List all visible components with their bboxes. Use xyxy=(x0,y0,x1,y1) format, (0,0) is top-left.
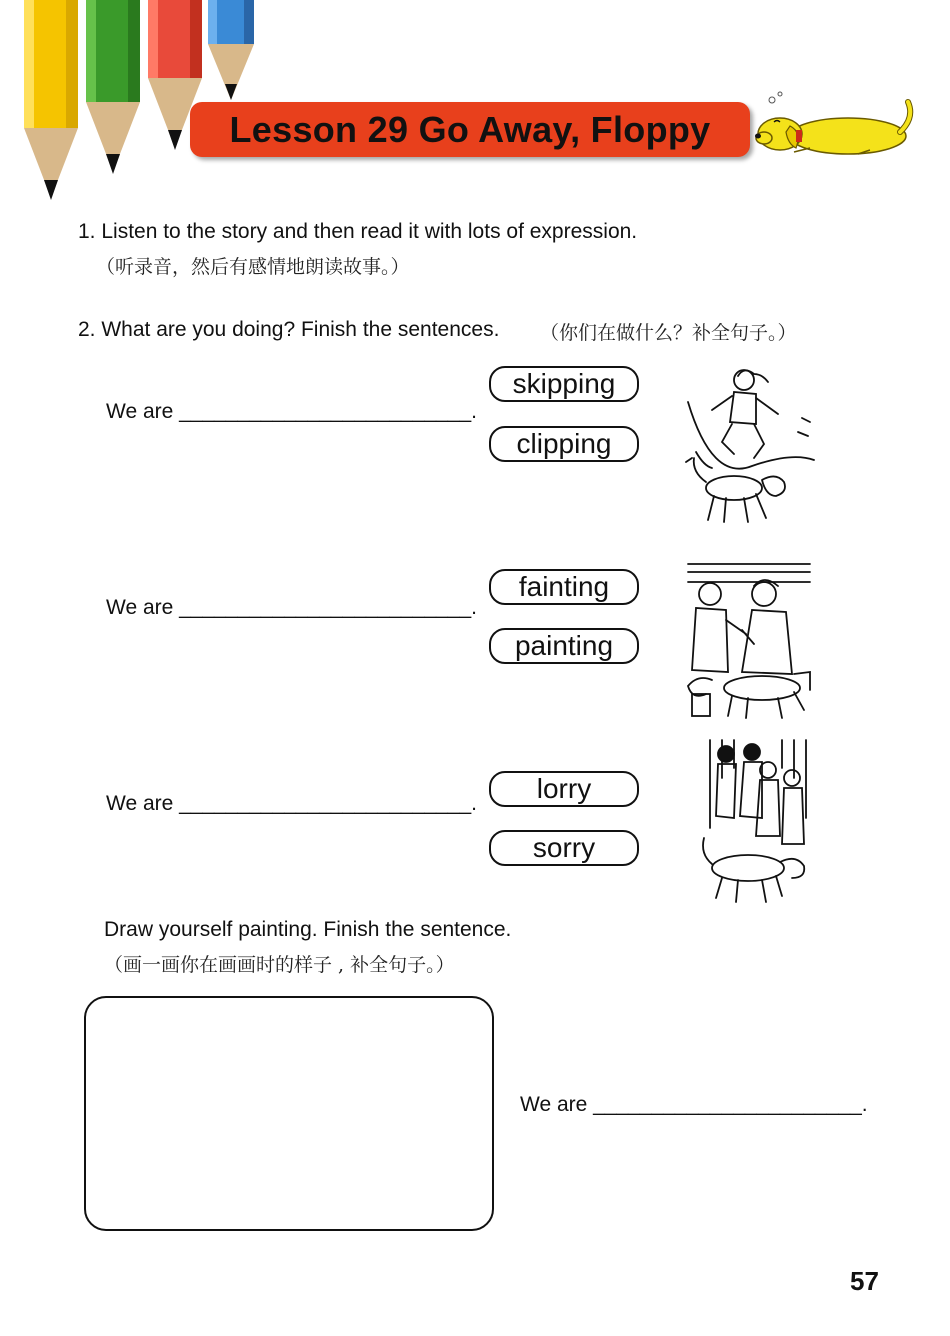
drawing-area[interactable] xyxy=(84,996,494,1231)
option-sorry[interactable]: sorry xyxy=(489,830,639,866)
draw-instruction-chinese: （画一画你在画画时的样子 , 补全句子。） xyxy=(104,954,455,976)
exercise-3-sentence: We are _________________________. xyxy=(106,792,477,815)
option-fainting[interactable]: fainting xyxy=(489,569,639,605)
draw-instruction: Draw yourself painting. Finish the sentence. xyxy=(104,918,512,941)
option-clipping[interactable]: clipping xyxy=(489,426,639,462)
instruction-1: 1. Listen to the story and then read it with lots of expression. xyxy=(78,220,638,243)
instruction-2-chinese: （你们在做什么？补全句子。） xyxy=(540,322,797,344)
option-painting[interactable]: painting xyxy=(489,628,639,664)
girl-skipping-with-dog-illustration xyxy=(682,362,822,528)
blue-pencil-icon xyxy=(208,0,254,100)
exercise-1-sentence: We are _________________________. xyxy=(106,400,477,423)
page-number: 57 xyxy=(850,1266,879,1296)
green-pencil-icon xyxy=(86,0,140,174)
sorry-children-with-dog-illustration xyxy=(682,738,822,908)
option-lorry[interactable]: lorry xyxy=(489,771,639,807)
yellow-pencil-icon xyxy=(24,0,78,200)
children-painting-with-dog-illustration xyxy=(682,560,822,722)
option-skipping[interactable]: skipping xyxy=(489,366,639,402)
floppy-dog-icon xyxy=(750,88,920,160)
instruction-2: 2. What are you doing? Finish the sentences. xyxy=(78,318,500,341)
draw-task-sentence: We are _______________________. xyxy=(520,1093,868,1116)
page-title: Lesson 29 Go Away, Floppy xyxy=(229,109,711,150)
exercise-2-sentence: We are _________________________. xyxy=(106,596,477,619)
instruction-1-chinese: （听录音，然后有感情地朗读故事。） xyxy=(96,256,410,278)
